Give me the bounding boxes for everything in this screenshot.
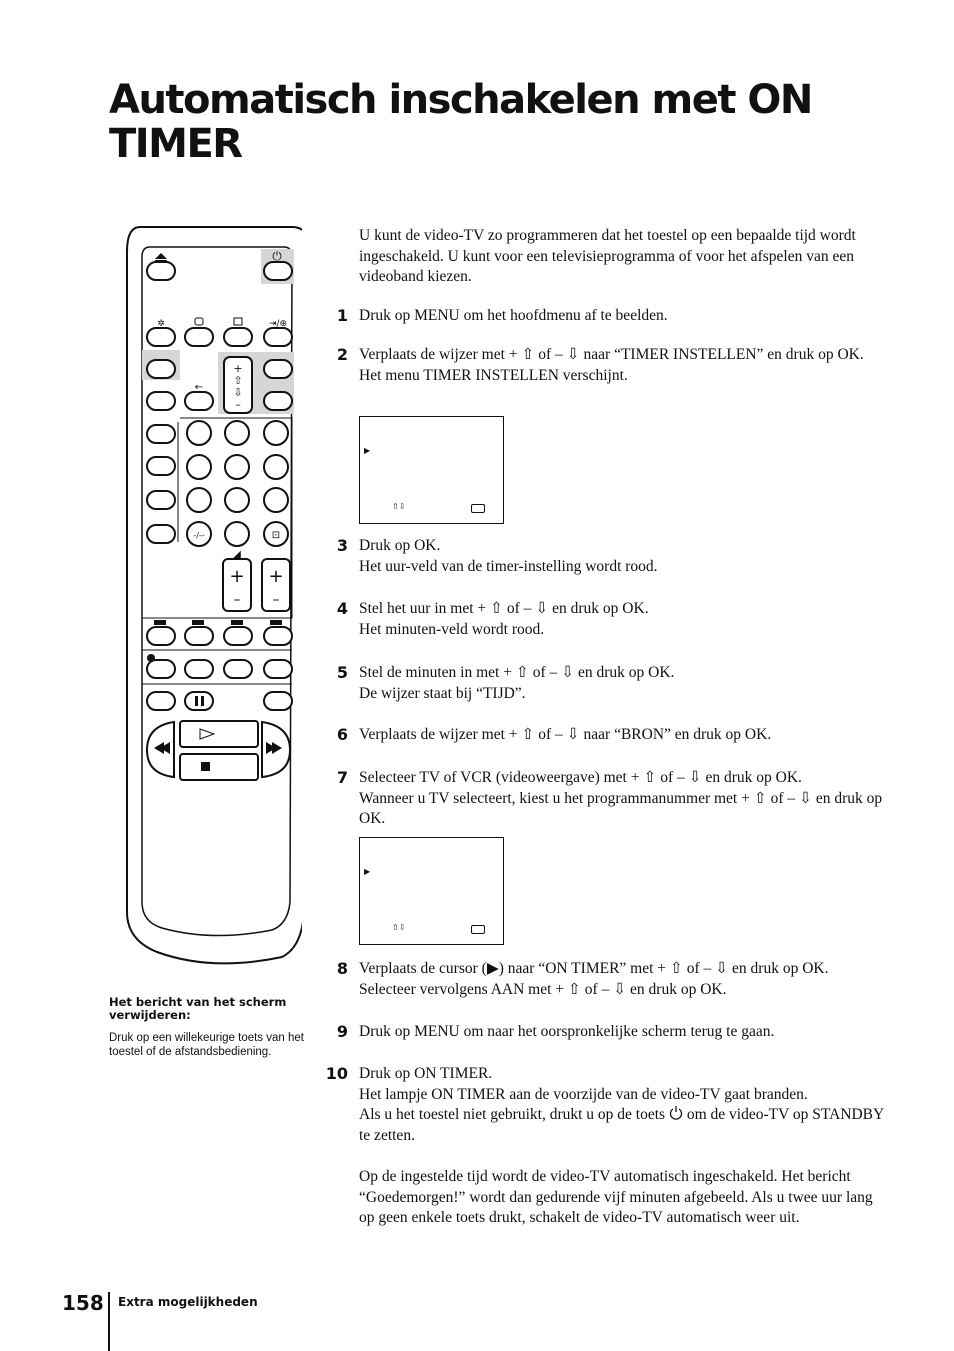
step-text: Stel de minuten in met + ⇧ of – ⇩ en druk op OK. <box>359 664 675 681</box>
remote-power-button <box>264 262 292 280</box>
step-number: 10 <box>325 1064 348 1083</box>
svg-text:–: – <box>233 592 241 608</box>
svg-text:⏻: ⏻ <box>272 249 282 263</box>
svg-text:◢: ◢ <box>233 549 241 560</box>
tv-screen-diagram <box>359 837 504 945</box>
step-number: 3 <box>336 536 348 555</box>
svg-text:✲: ✲ <box>157 319 165 329</box>
step-text: Het uur-veld van de timer-instelling wordt rood. <box>359 557 658 575</box>
step-text: Verplaats de wijzer met + ⇧ of – ⇩ naar “BRON” en druk op OK. <box>359 726 772 743</box>
step-number: 8 <box>336 959 348 978</box>
svg-text:⇧: ⇧ <box>233 374 243 387</box>
step-number: 2 <box>336 345 348 364</box>
step-text: om de video-TV op STANDBY te zetten. <box>359 1106 884 1144</box>
step-final-paragraph: Op de ingestelde tijd wordt de video-TV automatisch ingeschakeld. Het bericht “Goedemorgen!” wordt dan gedurende vijf minuten afgebeeld. Als u twee uur lang op geen enkele toets drukt, schakelt de video-TV automatisch weer uit. <box>359 1168 873 1226</box>
step-text: Als u het toestel niet gebruikt, drukt u op de toets <box>359 1106 669 1123</box>
step-text: De wijzer staat bij “TIJD”. <box>359 684 526 702</box>
svg-text:←: ← <box>194 382 204 393</box>
remote-menu-button <box>147 360 175 378</box>
svg-text:+: + <box>268 566 284 587</box>
svg-text:–: – <box>235 398 241 411</box>
page-title: Automatisch inschakelen met ON TIMER <box>109 77 812 167</box>
step-number: 7 <box>336 768 348 787</box>
svg-text:+: + <box>229 566 245 587</box>
remote-eject-button <box>147 262 175 280</box>
remote-control-illustration <box>122 222 302 972</box>
step-text: Het lampje ON TIMER aan de voorzijde van de video-TV gaat branden. <box>359 1085 808 1103</box>
step-number: 9 <box>336 1022 348 1041</box>
step-text: Druk op OK. <box>359 537 441 554</box>
step-text: Het menu TIMER INSTELLEN verschijnt. <box>359 366 628 384</box>
up-down-arrows-icon: ⇧⇩ <box>392 502 406 511</box>
sidenote-title: Het bericht van het scherm verwijderen: <box>109 995 287 1022</box>
step-number: 5 <box>336 663 348 682</box>
step-text: Druk op ON TIMER. <box>359 1065 493 1082</box>
step-text: Stel het uur in met + ⇧ of – ⇩ en druk op OK. <box>359 600 649 617</box>
ok-button-icon <box>471 504 485 513</box>
page-number: 158 <box>62 1291 104 1315</box>
svg-text:⇥/⊕: ⇥/⊕ <box>268 319 288 329</box>
step-text: Selecteer vervolgens AAN met + ⇧ of – ⇩ en druk op OK. <box>359 980 727 998</box>
svg-text:-/--: -/-- <box>193 531 205 540</box>
step-text: Verplaats de wijzer met + ⇧ of – ⇩ naar “TIMER INSTELLEN” en druk op OK. <box>359 346 864 363</box>
section-name: Extra mogelijkheden <box>118 1295 258 1309</box>
step-text: Selecteer TV of VCR (videoweergave) met + ⇧ of – ⇩ en druk op OK. <box>359 769 802 786</box>
cursor-icon: ▶ <box>364 867 371 876</box>
svg-text:⇩: ⇩ <box>233 386 243 399</box>
step-text: Wanneer u TV selecteert, kiest u het programmanummer met + ⇧ of – ⇩ en druk op OK. <box>359 789 883 827</box>
svg-text:+: + <box>233 362 243 375</box>
tv-screen-diagram <box>359 416 504 524</box>
remote-play-button <box>180 721 258 747</box>
remote-stop-button <box>180 754 258 780</box>
step-text: Druk op MENU om naar het oorspronkelijke scherm terug te gaan. <box>359 1023 775 1040</box>
step-number: 4 <box>336 599 348 618</box>
step-text: Het minuten-veld wordt rood. <box>359 620 545 638</box>
standby-instruction <box>359 1105 889 1146</box>
ok-button-icon <box>471 925 485 934</box>
cursor-icon: ▶ <box>364 446 371 455</box>
up-down-arrows-icon: ⇧⇩ <box>392 923 406 932</box>
intro-paragraph: U kunt de video-TV zo programmeren dat het toestel op een bepaalde tijd wordt ingeschakeld. U kunt voor een televisieprogramma of voor het afspelen van een videoband kiezen. <box>359 227 856 285</box>
step-text: Verplaats de cursor (▶) naar “ON TIMER” met + ⇧ of – ⇩ en druk op OK. <box>359 960 829 977</box>
step-text: Druk op MENU om het hoofdmenu af te beelden. <box>359 307 668 324</box>
footer-divider <box>108 1292 110 1351</box>
step-number: 1 <box>336 306 348 325</box>
svg-text:–: – <box>272 592 280 608</box>
sidenote-body: Druk op een willekeurige toets van het toestel of de afstandsbediening. <box>109 1032 304 1058</box>
power-icon <box>669 1105 683 1120</box>
svg-text:⊡: ⊡ <box>271 530 281 541</box>
step-number: 6 <box>336 725 348 744</box>
